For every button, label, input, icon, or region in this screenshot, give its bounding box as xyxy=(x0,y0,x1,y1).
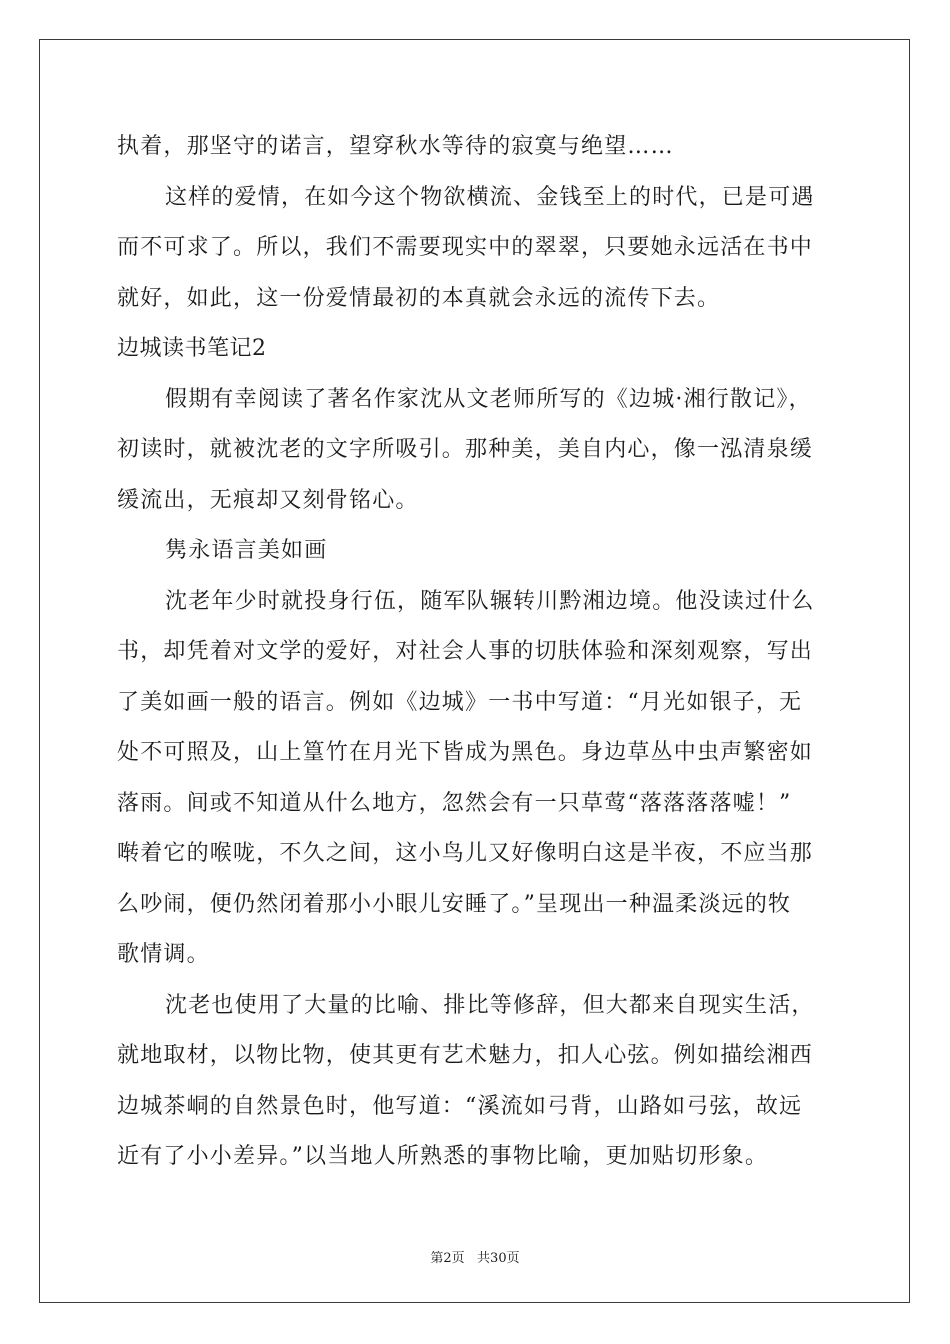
text-line: 么吵闹，便仍然闭着那小小眼儿安睡了。”呈现出一种温柔淡远的牧 xyxy=(117,891,792,917)
paragraph-first-line: 这样的爱情，在如今这个物欲横流、金钱至上的时代，已是可遇 xyxy=(165,184,815,210)
paragraph-first-line: 沈老也使用了大量的比喻、排比等修辞，但大都来自现实生活， xyxy=(165,992,815,1018)
subheading: 隽永语言美如画 xyxy=(165,538,328,563)
text-line: 落雨。间或不知道从什么地方，忽然会有一只草莺“落落落落嘘！” xyxy=(117,790,792,816)
text-line: 处不可照及，山上篁竹在月光下皆成为黑色。身边草丛中虫声繁密如 xyxy=(117,740,814,765)
text-line: 初读时，就被沈老的文字所吸引。那种美，美自内心，像一泓清泉缓 xyxy=(117,437,814,462)
text-line: 就好，如此，这一份爱情最初的本真就会永远的流传下去。 xyxy=(117,285,721,311)
text-line: 边城茶峒的自然景色时，他写道：“溪流如弓背，山路如弓弦，故远 xyxy=(117,1093,803,1119)
section-heading: 边城读书笔记2 xyxy=(117,336,267,361)
text-line: 而不可求了。所以，我们不需要现实中的翠翠，只要她永远活在书中 xyxy=(117,235,814,260)
page-indicator: 第2页 共30页 xyxy=(430,1251,520,1266)
text-line: 书，却凭着对文学的爱好，对社会人事的切肤体验和深刻观察，写出 xyxy=(117,639,814,664)
text-line: 近有了小小差异。”以当地人所熟悉的事物比喻，更加贴切形象。 xyxy=(117,1144,769,1169)
text-line: 缓流出，无痕却又刻骨铭心。 xyxy=(117,487,419,513)
text-line: 执着，那坚守的诺言，望穿秋水等待的寂寞与绝望…… xyxy=(117,134,674,159)
paragraph-first-line: 沈老年少时就投身行伍，随军队辗转川黔湘边境。他没读过什么 xyxy=(165,588,815,614)
document-body xyxy=(117,122,837,1183)
text-line: 就地取材，以物比物，使其更有艺术魅力，扣人心弦。例如描绘湘西 xyxy=(117,1043,814,1068)
text-line: 了美如画一般的语言。例如《边城》一书中写道：“月光如银子，无 xyxy=(117,689,803,715)
text-line: 啭着它的喉咙，不久之间，这小鸟儿又好像明白这是半夜，不应当那 xyxy=(117,841,814,866)
paragraph-first-line: 假期有幸阅读了著名作家沈从文老师所写的《边城·湘行散记》， xyxy=(165,386,812,412)
text-line: 歌情调。 xyxy=(117,942,210,967)
